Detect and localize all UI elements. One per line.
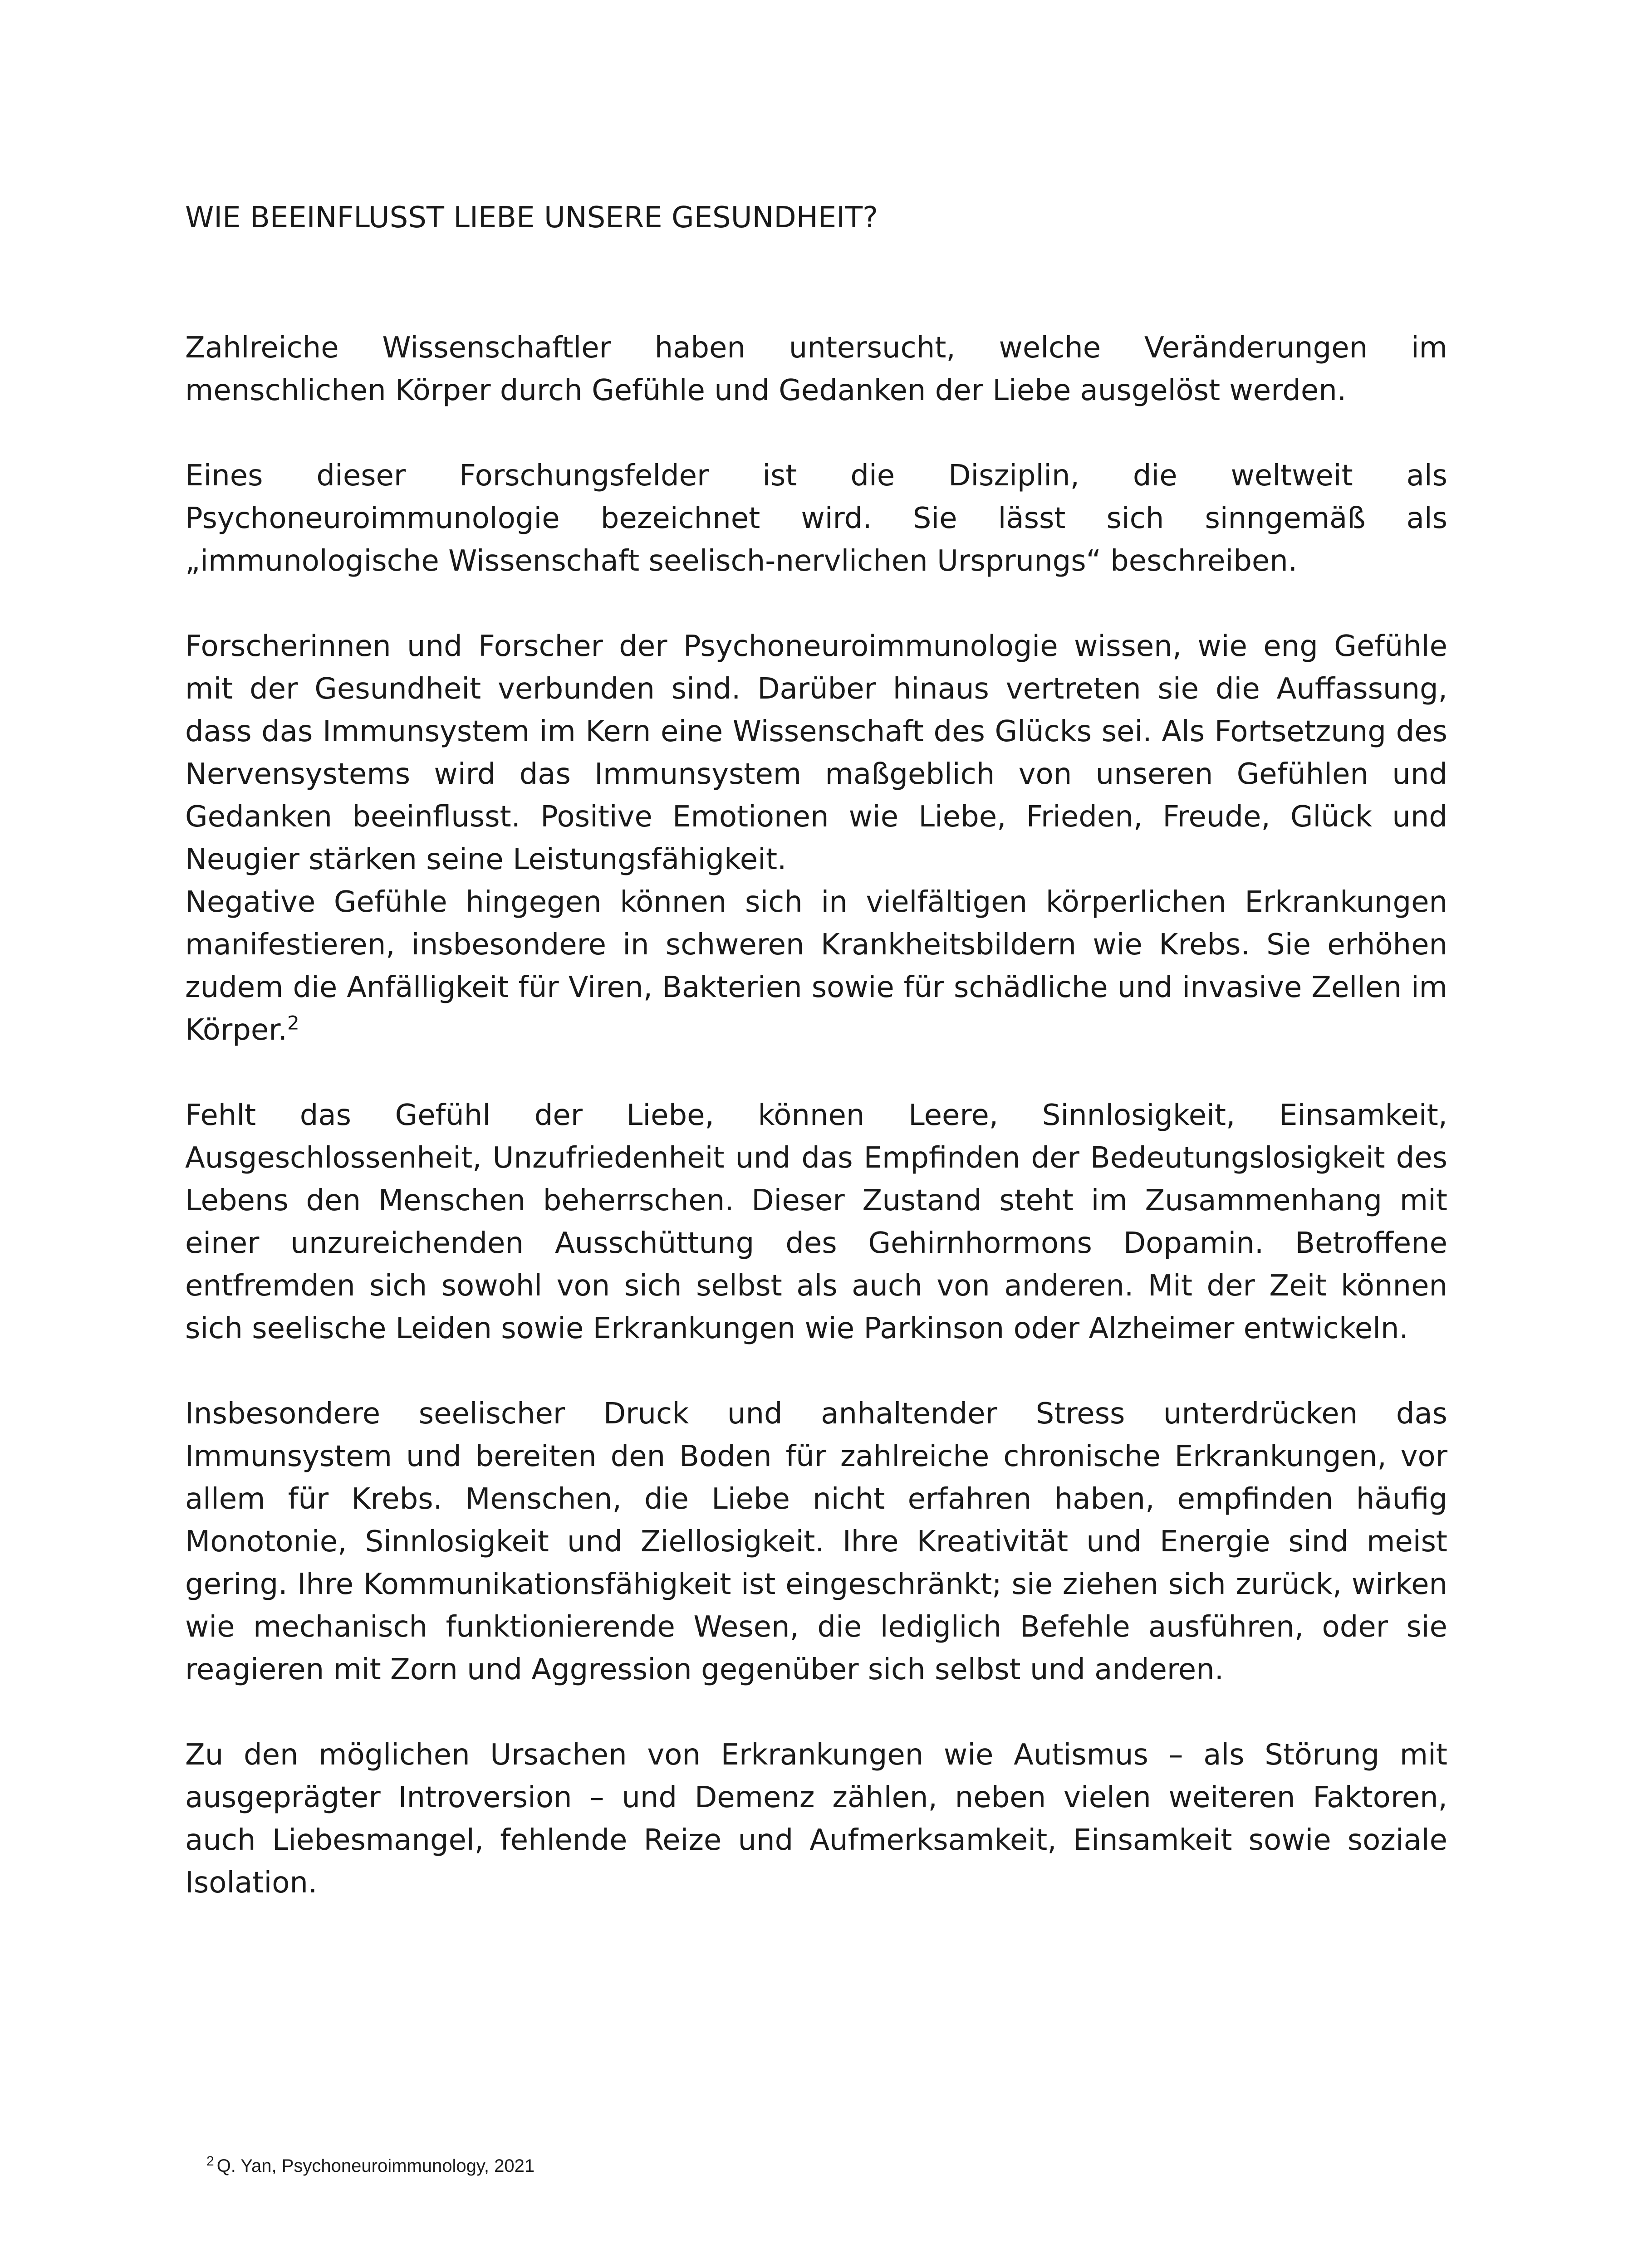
body-text: [185, 327, 1447, 1947]
paragraph-6: Insbesondere seelischer Druck und anhaltender Stress unterdrücken das Immunsystem und bereiten den Boden für zahlreiche chronische Erkrankungen, vor allem für Krebs. Menschen, die Liebe nicht erfahren haben, empfinden häufig Monotonie, Sinnlosigkeit und Ziellosigkeit. Ihre Kreativität und Energie sind meist gering. Ihre Kommunikationsfähigkeit ist eingeschränkt; sie ziehen sich zurück, wirken wie mechanisch funktionierende Wesen, die lediglich Befehle ausführen, oder sie reagieren mit Zorn und Aggression gegenüber sich selbst und anderen.: [185, 1397, 1447, 1686]
paragraph-1: Zahlreiche Wissenschaftler haben untersucht, welche Veränderungen im menschlichen Körper durch Gefühle und Gedanken der Liebe ausgelöst werden.: [185, 331, 1447, 407]
footnote-text: Q. Yan, Psychoneuroimmunology, 2021: [216, 2156, 535, 2176]
page-number: [0, 2266, 1628, 2268]
footnote-marker: 2: [206, 2153, 214, 2169]
paragraph-2: Eines dieser Forschungsfelder ist die Disziplin, die weltweit als Psychoneuroimmunologie bezeichnet wird. Sie lässt sich sinngemäß als „immunologische Wissenschaft seelisch-nervlichen Ursprungs“ beschreiben.: [185, 459, 1447, 578]
paragraph-3: Forscherinnen und Forscher der Psychoneuroimmunologie wissen, wie eng Gefühle mit der Gesundheit verbunden sind. Darüber hinaus vertreten sie die Auffassung, dass das Immunsystem im Kern eine Wissenschaft des Glücks sei. Als Fortsetzung des Nervensystems wird das Immunsystem maßgeblich von unseren Gefühlen und Gedanken beeinflusst. Positive Emotionen wie Liebe, Frieden, Freude, Glück und Neugier stärken seine Leistungsfähigkeit.: [185, 630, 1447, 876]
paragraph-4-text: Negative Gefühle hingegen können sich in vielfältigen körperlichen Erkrankungen manifestieren, insbesondere in schweren Krankheitsbildern wie Krebs. Sie erhöhen zudem die Anfälligkeit für Viren, Bakterien sowie für schädliche und invasive Zellen im Körper.: [185, 885, 1447, 1047]
paragraph-5: Fehlt das Gefühl der Liebe, können Leere, Sinnlosigkeit, Einsamkeit, Ausgeschlossenheit, Unzufriedenheit und das Empfinden der Bedeutungslosigkeit des Lebens den Menschen beherrschen. Dieser Zustand steht im Zusammenhang mit einer unzureichenden Ausschüttung des Gehirnhormons Dopamin. Betroffene entfremden sich sowohl von sich selbst als auch von anderen. Mit der Zeit können sich seelische Leiden sowie Erkrankungen wie Parkinson oder Alzheimer entwickeln.: [185, 1099, 1447, 1345]
section-heading: WIE BEEINFLUSST LIEBE UNSERE GESUNDHEIT?: [185, 201, 878, 235]
footnote-reference[interactable]: 2: [287, 1012, 299, 1034]
paragraph-7: Zu den möglichen Ursachen von Erkrankungen wie Autismus – als Störung mit ausgeprägter Introversion – und Demenz zählen, neben vielen weiteren Faktoren, auch Liebesmangel, fehlende Reize und Aufmerksamkeit, Einsamkeit sowie soziale Isolation.: [185, 1738, 1447, 1900]
footnote: [206, 2152, 534, 2180]
paragraph-4: [185, 881, 1447, 1051]
